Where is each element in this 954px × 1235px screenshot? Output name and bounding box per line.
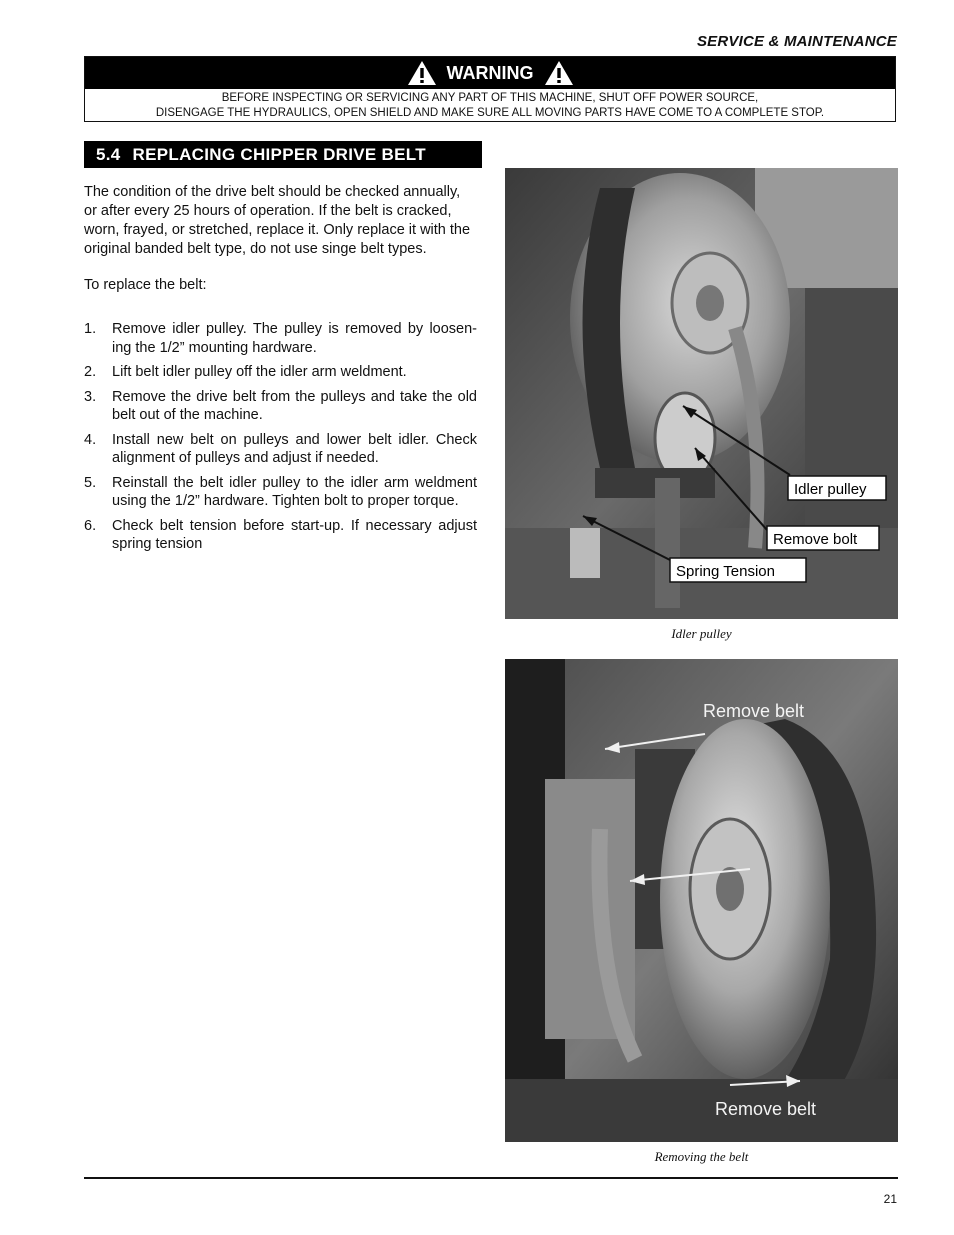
idler-pulley-photo	[505, 168, 898, 619]
steps-list	[84, 320, 477, 560]
footer-divider	[84, 1177, 898, 1179]
step-text: Lift belt idler pulley off the idler arm weldment.	[112, 364, 407, 380]
intro-paragraph	[84, 183, 477, 259]
warning-triangle-icon	[544, 60, 574, 86]
page-number: 21	[883, 1192, 897, 1206]
warning-text	[85, 89, 895, 121]
warning-line: BEFORE INSPECTING OR SERVICING ANY PART OF THIS MACHINE, SHUT OFF POWER SOURCE,	[221, 92, 759, 104]
list-item	[84, 320, 477, 357]
photo-overlay-label: Remove belt	[703, 701, 805, 721]
warning-title: WARNING	[446, 62, 534, 83]
step-number: 3.	[84, 388, 97, 405]
step-number: 4.	[84, 431, 97, 448]
step-text: Reinstall the belt idler pulley to the idler arm weldment using the 1/2” hardware. Tighten bolt to proper torque.	[112, 474, 477, 509]
step-number: 2.	[84, 364, 97, 380]
step-text: Remove the drive belt from the pulleys and take the old belt out of the machine.	[112, 388, 477, 423]
figure-caption: Removing the belt	[654, 1149, 749, 1164]
photo-overlay-label: Remove belt	[715, 1099, 817, 1119]
callout-label: Remove bolt	[773, 531, 858, 548]
warning-triangle-icon	[407, 60, 437, 86]
step-text: Remove idler pulley. The pulley is removed by loosen-ing the 1/2” mounting hardware.	[112, 321, 477, 356]
list-item	[84, 474, 477, 511]
section-title: REPLACING CHIPPER DRIVE BELT	[132, 144, 426, 164]
steps-lead-text: To replace the belt:	[84, 277, 207, 293]
callout-label: Idler pulley	[794, 481, 867, 498]
idler-pulley-illustration	[505, 168, 898, 619]
removing-belt-photo	[505, 659, 898, 1142]
warning-line: DISENGAGE THE HYDRAULICS, OPEN SHIELD AND MAKE SURE ALL MOVING PARTS HAVE COME TO A COMPLETE STOP.	[155, 107, 825, 119]
warning-title-bar	[85, 57, 895, 89]
section-header-label: SERVICE & MAINTENANCE	[696, 33, 897, 50]
intro-text: The condition of the drive belt should be checked annually, or after every 25 hours of operation. If the belt is cracked, worn, frayed, or stretched, replace it. Only replace it with the original banded belt type, do not use singe belt types.	[84, 184, 471, 257]
warning-box	[84, 56, 896, 122]
step-number: 5.	[84, 474, 97, 491]
list-item	[84, 363, 477, 382]
step-number: 1.	[84, 321, 97, 337]
step-text: Check belt tension before start-up. If necessary adjust spring tension	[112, 517, 477, 552]
callout-label: Spring Tension	[676, 563, 775, 580]
step-number: 6.	[84, 517, 97, 534]
step-text: Install new belt on pulleys and lower belt idler. Check alignment of pulleys and adjust if needed.	[112, 431, 477, 466]
figure-caption: Idler pulley	[671, 626, 732, 641]
removing-belt-illustration	[505, 659, 898, 1142]
list-item	[84, 431, 477, 468]
section-heading	[84, 141, 482, 168]
list-item	[84, 517, 477, 554]
section-number: 5.4	[96, 144, 121, 164]
list-item	[84, 388, 477, 425]
